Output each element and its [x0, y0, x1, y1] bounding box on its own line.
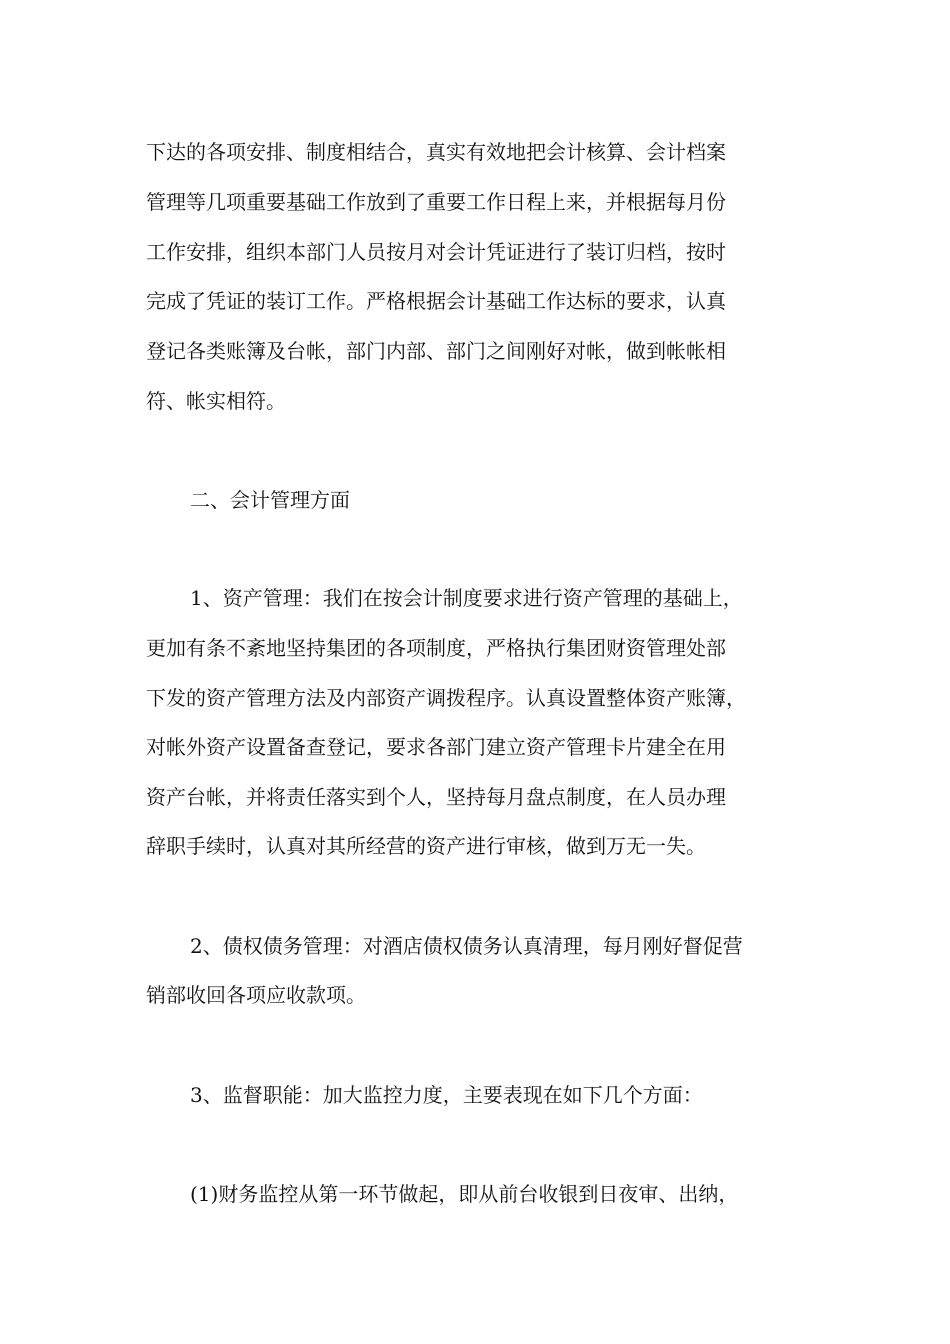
body-text-line: 管理等几项重要基础工作放到了重要工作日程上来，并根据每月份 — [146, 190, 726, 214]
section-heading: 二、会计管理方面 — [190, 488, 350, 512]
body-text-line: 1、资产管理：我们在按会计制度要求进行资产管理的基础上， — [190, 586, 743, 610]
body-text-line: 登记各类账簿及台帐，部门内部、部门之间刚好对帐，做到帐帐相 — [146, 339, 726, 363]
body-text-line: 2、债权债务管理：对酒店债权债务认真清理，每月刚好督促营 — [190, 934, 743, 958]
body-text-line: 对帐外资产设置备查登记，要求各部门建立资产管理卡片建全在用 — [146, 735, 726, 759]
body-text-line: 3、监督职能：加大监控力度，主要表现在如下几个方面： — [190, 1083, 703, 1107]
body-text-line: 工作安排，组织本部门人员按月对会计凭证进行了装订归档，按时 — [146, 240, 726, 264]
body-text-line: 符、帐实相符。 — [146, 389, 286, 413]
body-text-line: 完成了凭证的装订工作。严格根据会计基础工作达标的要求，认真 — [146, 289, 726, 313]
body-text-line: 销部收回各项应收款项。 — [146, 983, 366, 1007]
body-text-line: 下达的各项安排、制度相结合，真实有效地把会计核算、会计档案 — [146, 140, 726, 164]
body-text-line: (1)财务监控从第一环节做起，即从前台收银到日夜审、出纳， — [190, 1182, 739, 1206]
body-text-line: 资产台帐，并将责任落实到个人，坚持每月盘点制度，在人员办理 — [146, 785, 726, 809]
body-text-line: 更加有条不紊地坚持集团的各项制度，严格执行集团财资管理处部 — [146, 636, 726, 660]
body-text-line: 下发的资产管理方法及内部资产调拨程序。认真设置整体资产账簿， — [146, 686, 746, 710]
body-text-line: 辞职手续时，认真对其所经营的资产进行审核，做到万无一失。 — [146, 834, 706, 858]
